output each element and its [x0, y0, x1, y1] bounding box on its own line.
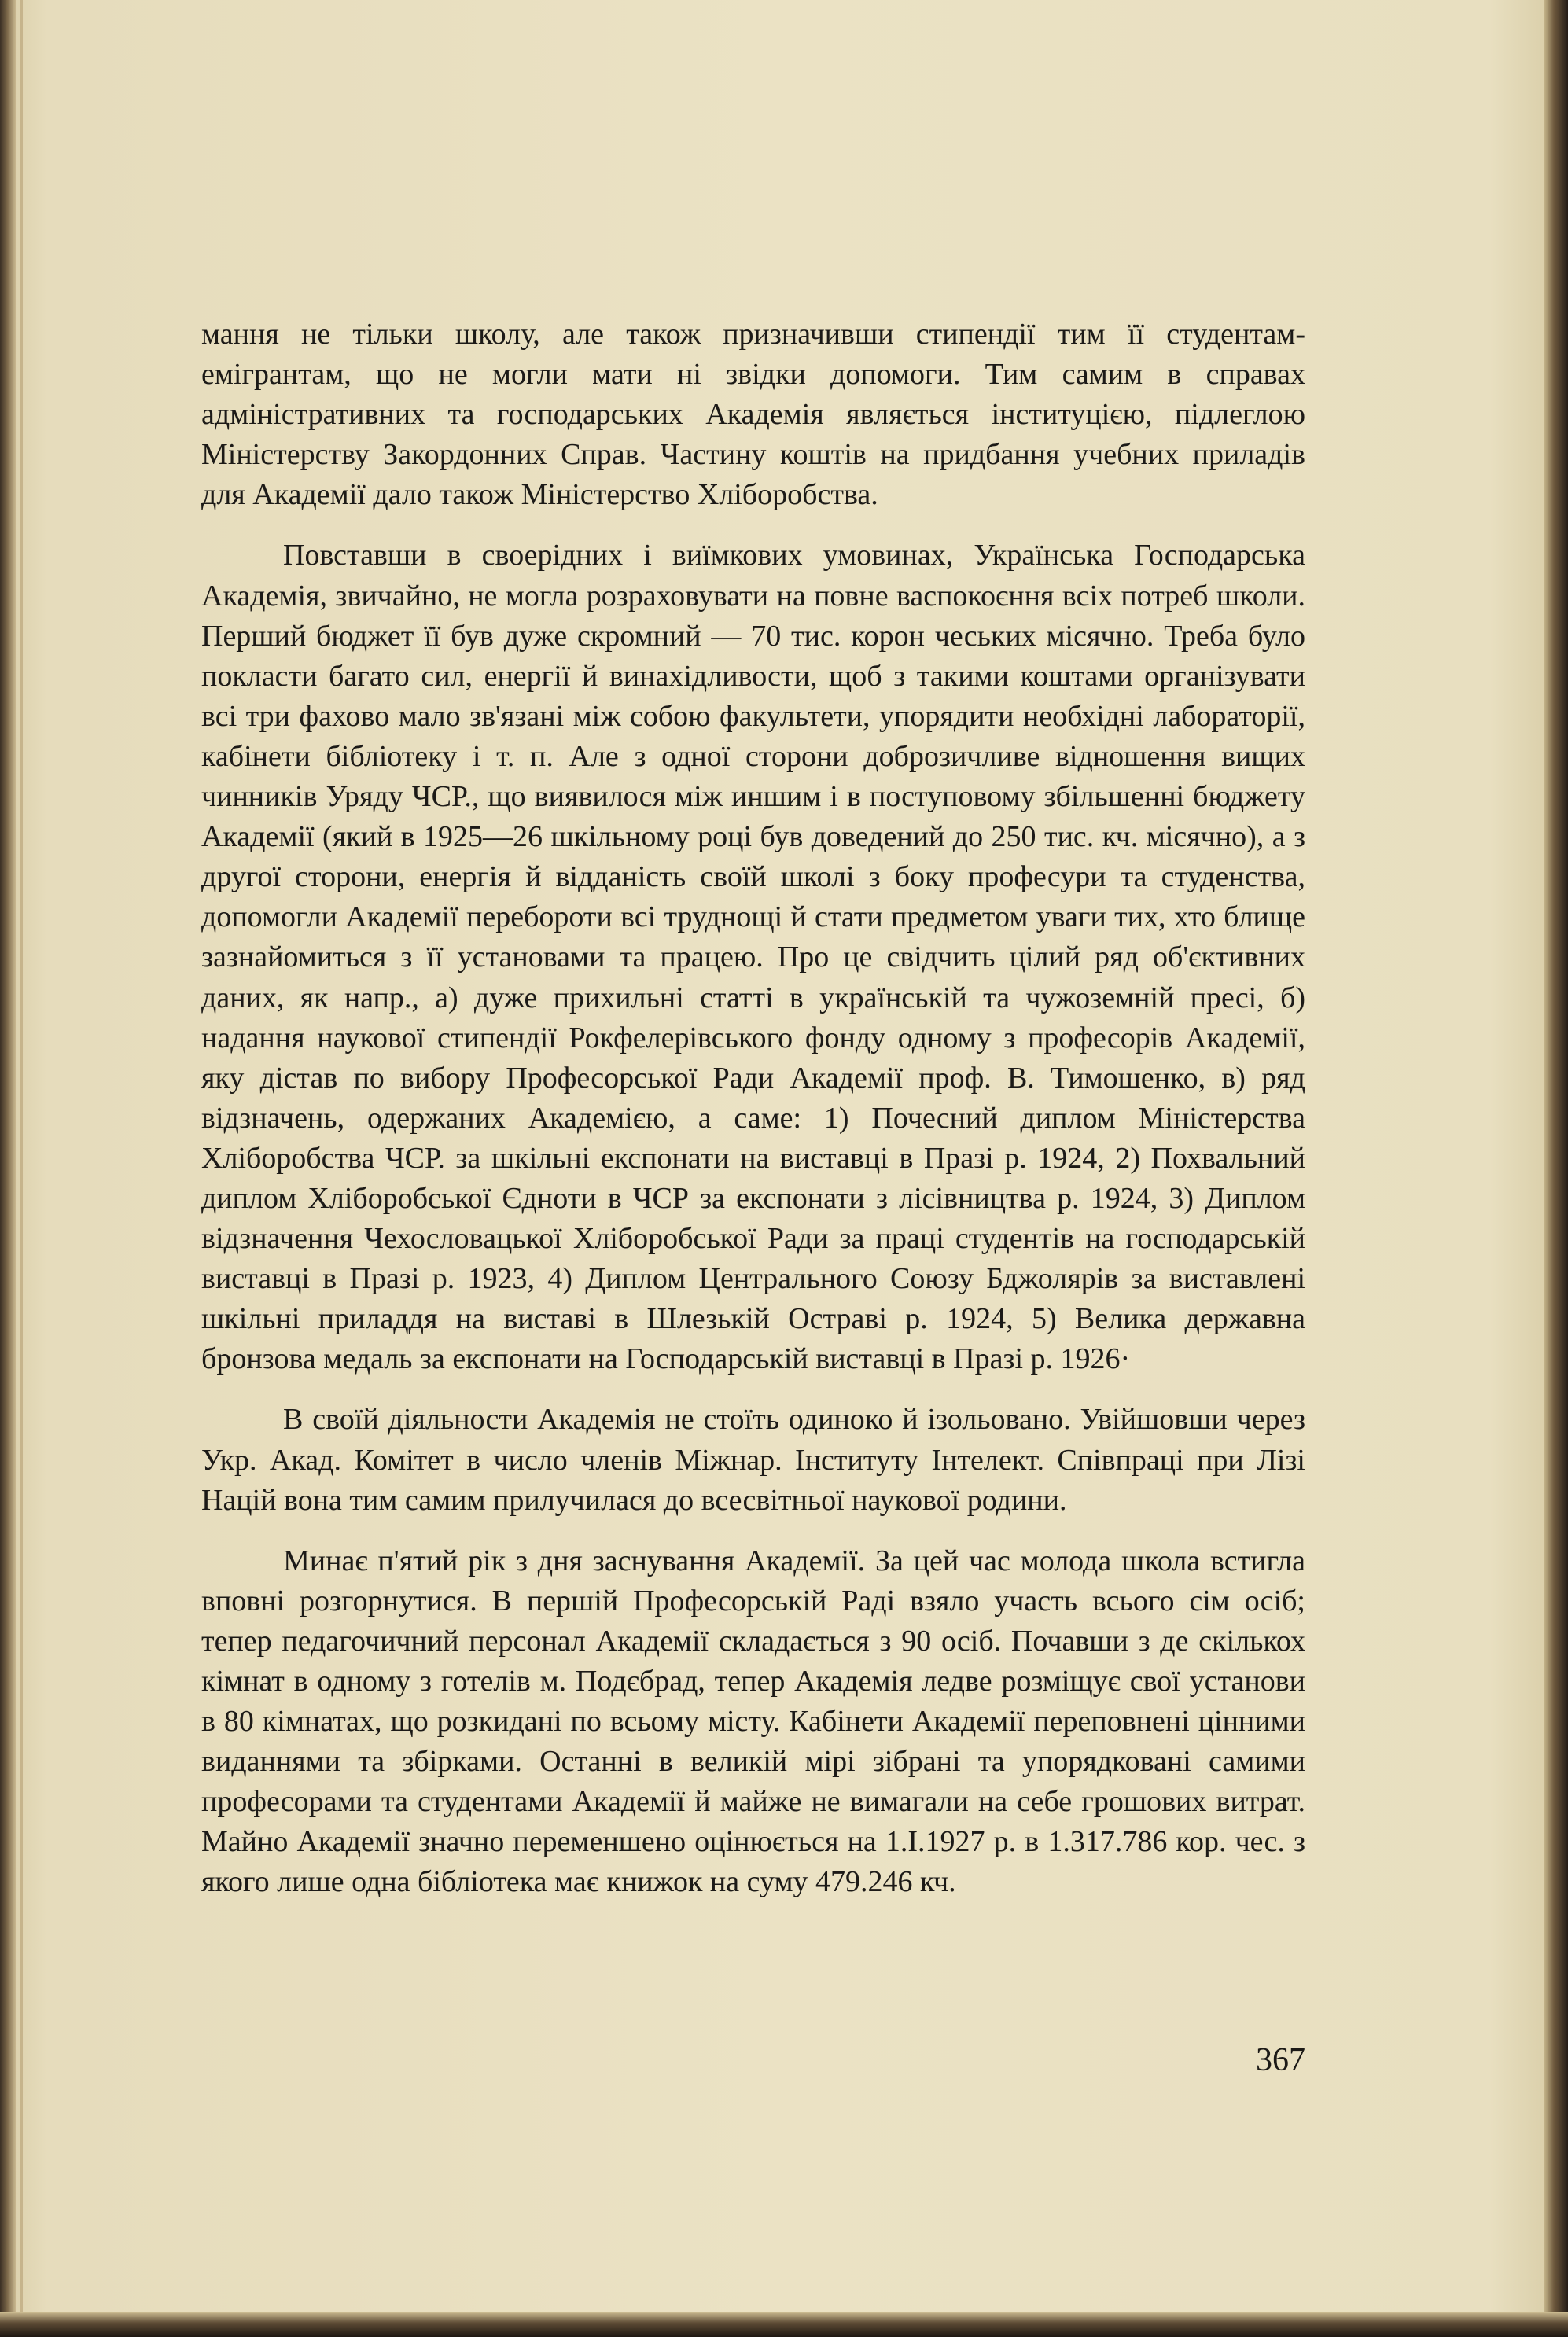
page-right-edge [1544, 0, 1568, 2337]
page-number: 367 [1256, 2042, 1305, 2078]
paragraph-4: Минає п'ятий рік з дня заснування Академії. За цей час молода школа встигла вповні розгорнутися. В першій Професорській Раді взяло участь всього сім осіб; тепер педагочичний персонал Академії складається з 90 осіб. Почавши з де скількох кімнат в одному з готелів м. Подєбрад, тепер Академія ледве розміщує свої установи в 80 кімнатах, що розкидані по всьому місту. Кабінети Академії переповнені цінними виданнями та збірками. Останні в великій мірі зібрані та упорядковані самими професорами та студентами Академії й майже не вимагали на себе грошових витрат. Майно Академії значно переменшено оцінюється на 1.І.1927 р. в 1.317.786 кор. чес. з якого лише одна бібліотека має книжок на суму 479.246 кч. [201, 1544, 1305, 1899]
page-bottom-edge [0, 2312, 1568, 2337]
page-left-edge [0, 0, 16, 2337]
paragraph-1: мання не тільки школу, але також призначивши стипендії тим її студентам-емігрантам, що не могли мати ні звідки допомоги. Тим самим в справах адміністративних та господарських Академія являється інституцією, підлеглою Міністерству Закордонних Справ. Частину коштів на придбання учебних приладів для Академії дало також Міністерство Хліборобства. [201, 318, 1305, 512]
paragraph-2: Повставши в своерідних і виїмкових умовинах, Українська Господарська Академія, звичайно, не могла розраховувати на повне васпокоєння всіх потреб школи. Перший бюджет її був дуже скромний — 70 тис. корон чеських місячно. Треба було покласти багато сил, енергії й винахідливости, щоб з такими коштами організувати всі три фахово мало зв'язані між собою факультети, упорядити необхідні лабораторії, кабінети бібліотеку і т. п. Але з одної сторони доброзичливе відношення вищих чинників Уряду ЧСР., що виявилося між иншим і в поступовому збільшенні бюджету Академії (який в 1925—26 шкільному році був доведений до 250 тис. кч. місячно), а з другої сторони, енергія й відданість своїй школі з боку професури та студенства, допомогли Академії перебороти всі труднощі й стати предметом уваги тих, хто блище зазнайомиться з її установами та працею. Про це свідчить цілий ряд об'єктивних даних, як напр., а) дуже прихильні статті в українській та чужоземній пресі, б) надання наукової стипендії Рокфелерівського фонду одному з професорів Академії, яку дістав по вибору Професорської Ради Академії проф. В. Тимошенко, в) ряд відзначень, одержаних Академією, а саме: 1) Почесний диплом Міністерства Хліборобства ЧСР. за шкільні експонати на виставці в Празі р. 1924, 2) Похвальний диплом Хліборобської Єдноти в ЧСР за експонати з лісівництва р. 1924, 3) Диплом відзначення Чехословацької Хліборобської Ради за праці студентів на господарській виставці в Празі р. 1923, 4) Диплом Центрального Союзу Бджолярів за виставлені шкільні приладдя на виставі в Шлезькій Остраві р. 1924, 5) Велика державна бронзова медаль за експонати на Господарській виставці в Празі р. 1926· [201, 539, 1305, 1376]
paragraph-3: В своїй діяльности Академія не стоїть одиноко й ізольовано. Увійшовши через Укр. Акад. Комітет в число членів Міжнар. Інституту Інтелект. Співпраці при Лізі Націй вона тим самим прилучилася до всесвітньої наукової родини. [201, 1403, 1305, 1517]
body-text [201, 315, 1305, 1923]
spine-shadow [20, 0, 23, 2337]
